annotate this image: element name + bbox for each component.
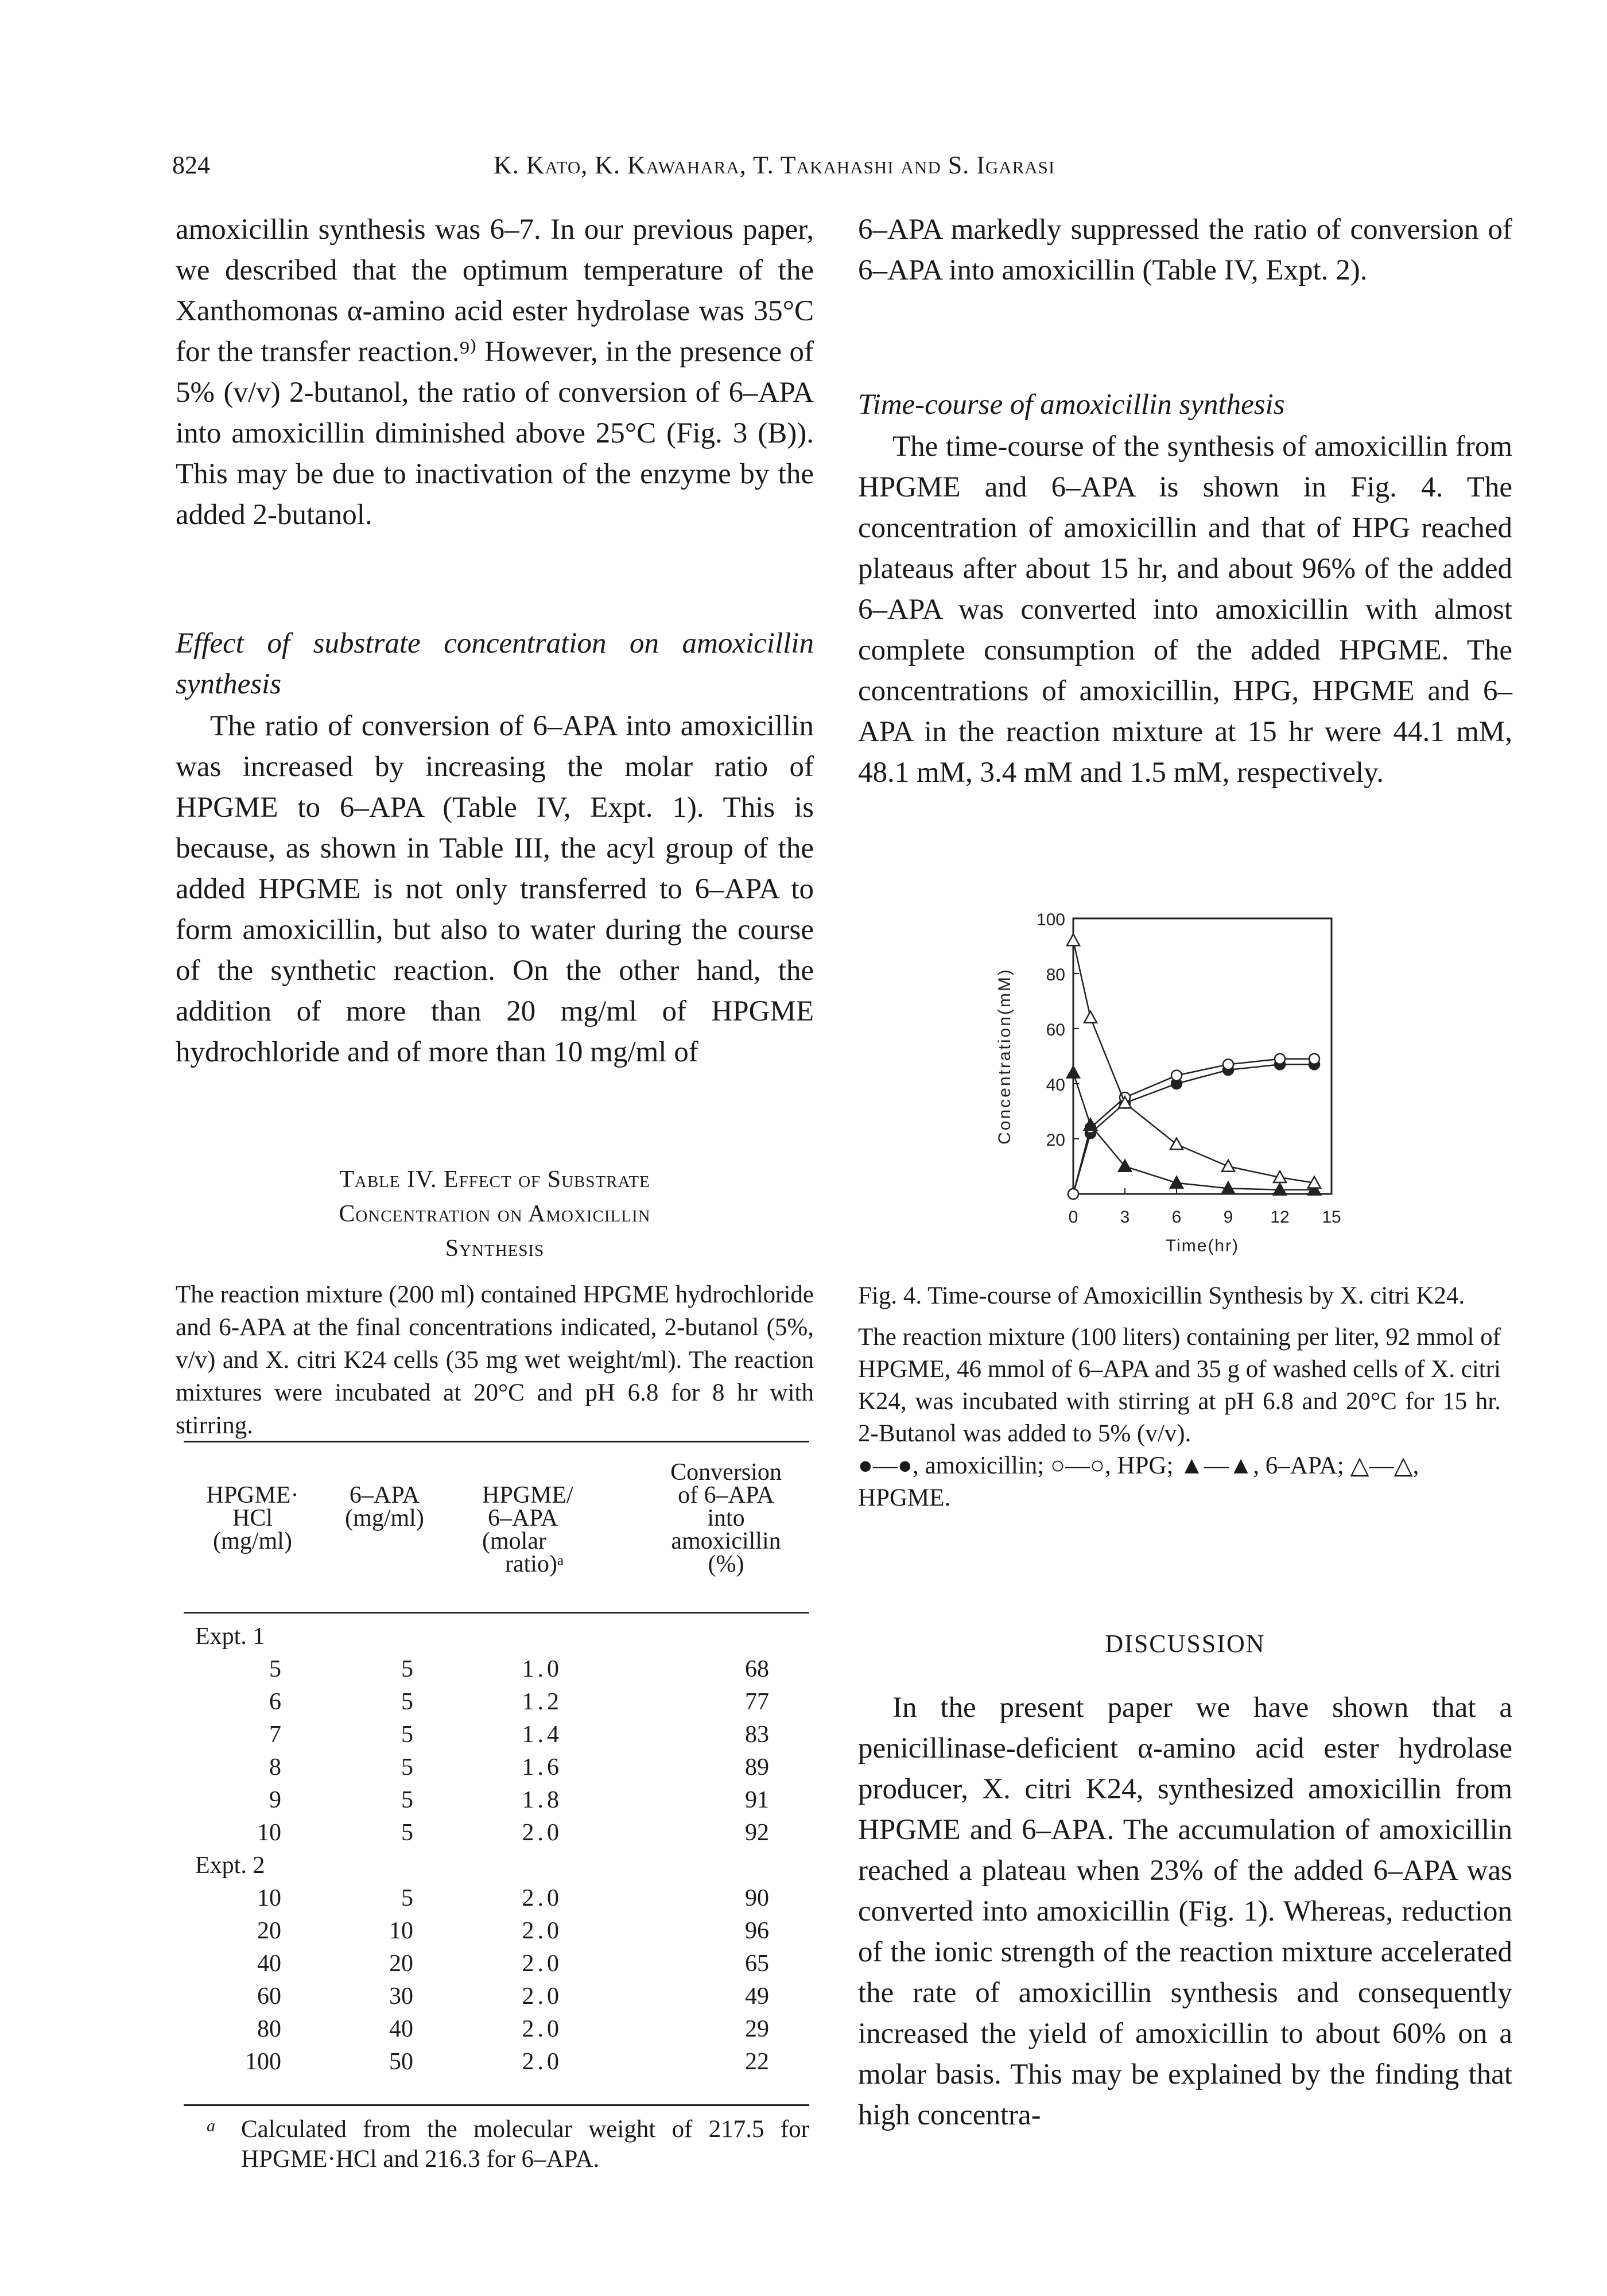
fig4-chart: [976, 907, 1389, 1274]
table-cell: 1.0: [522, 1655, 562, 1682]
paragraph: The ratio of conversion of 6–APA into amoxicillin was increased by increasing the molar ratio of HPGME to 6–APA (Table IV, Expt. 1). This is because, as shown in Table III, the acyl group of the added HPGME is not only transferred to 6–APA to form amoxicillin, but also to water during the course of the synthetic reaction. On the other hand, the addition of more than 20 mg/ml of HPGME hydrochloride and of more than 10 mg/ml of: [176, 710, 814, 1068]
table-cell: 83: [745, 1721, 769, 1748]
plot-frame: [1073, 918, 1332, 1194]
table-row: [184, 1882, 809, 1914]
col-header-ratio: HPGME/ 6–APA (molar ratio)ᵃ: [482, 1482, 573, 1577]
table-row: [184, 1980, 809, 2012]
table-cell: 5: [401, 1819, 413, 1846]
col-header-hpgme: HPGME· HCl (mg/ml): [206, 1482, 299, 1554]
footnote-text: Calculated from the molecular weight of 217.5 for HPGME·HCl and 216.3 for 6–APA.: [241, 2116, 809, 2173]
table-cell: 80: [257, 2015, 281, 2042]
table-cell: 50: [389, 2048, 413, 2075]
table-cell: 91: [745, 1786, 769, 1813]
x-tick-label: 0: [1068, 1208, 1078, 1227]
table-cell: 49: [745, 1983, 769, 2010]
series-line-6apa: [1073, 1073, 1314, 1190]
paragraph: amoxicillin synthesis was 6–7. In our previous paper, we described that the optimum temperature of the Xanthomonas α-amino acid ester hydrolase was 35°C for the transfer reaction.⁹⁾ However, in the presence of 5% (v/v) 2-butanol, the ratio of conversion of 6–APA into amoxicillin diminished above 25°C (Fig. 3 (B)). This may be due to inactivation of the enzyme by the added 2-butanol.: [176, 214, 814, 531]
data-point: [1170, 1138, 1183, 1150]
table-cell: 8: [269, 1754, 281, 1781]
right-column-discussion: [858, 1688, 1512, 2136]
table-row: [184, 1685, 809, 1718]
table-row: [184, 1914, 809, 1947]
x-tick-label: 3: [1120, 1208, 1130, 1227]
table-cell: 2.0: [522, 1884, 562, 1911]
group-label: Expt. 1: [195, 1623, 265, 1650]
x-tick-label: 6: [1171, 1208, 1182, 1227]
figure-caption: [858, 1280, 1501, 1514]
table-cell: 30: [389, 1983, 413, 2010]
x-tick-label: 12: [1270, 1208, 1290, 1227]
col-header-conversion: Conversion of 6–APA into amoxicillin (%): [670, 1459, 782, 1577]
table-cell: 9: [269, 1786, 281, 1813]
table-cell: 2.0: [522, 2015, 562, 2042]
table-cell: 6: [269, 1688, 281, 1715]
data-point: [1223, 1059, 1233, 1069]
data-point: [1068, 1189, 1078, 1199]
footnote-mark: a: [207, 2116, 215, 2135]
figure-legend: ●—●, amoxicillin; ○—○, HPG; ▲—▲, 6–APA; △—△, HPGME.: [858, 1452, 1419, 1511]
table-cell: 1.2: [522, 1688, 562, 1715]
table-cell: 22: [745, 2048, 769, 2075]
table-group-label-row: [184, 1849, 809, 1882]
data-point: [1309, 1054, 1319, 1064]
table-iv: [176, 1162, 814, 1442]
table-grid: [184, 1620, 809, 2078]
table-row: [184, 1783, 809, 1816]
table-cell: 2.0: [522, 1950, 562, 1977]
table-title-line: Table IV. Effect of Substrate: [339, 1166, 650, 1193]
col-header-6apa: 6–APA (mg/ml): [345, 1482, 424, 1531]
left-column-top: [176, 210, 814, 536]
table-cell: 10: [389, 1917, 413, 1944]
figure-caption-body: The reaction mixture (100 liters) containing per liter, 92 mmol of HPGME, 46 mmol of 6–APA and 35 g of washed cells of X. citri K24, was incubated with stirring at pH 6.8 and 20°C for 15 hr. 2-Butanol was added to 5% (v/v).: [858, 1324, 1501, 1447]
table-cell: 29: [745, 2015, 769, 2042]
data-point: [1084, 1011, 1097, 1023]
table-cell: 1.8: [522, 1786, 562, 1813]
table-row: [184, 1653, 809, 1685]
data-point: [1170, 1177, 1183, 1188]
y-tick-label: 80: [1046, 965, 1065, 984]
table-cell: 10: [257, 1819, 281, 1846]
table-cell: 68: [745, 1655, 769, 1682]
paragraph: The time-course of the synthesis of amoxicillin from HPGME and 6–APA is shown in Fig. 4. The concentration of amoxicillin and that of HPG reached plateaus after about 15 hr, and about 96% of the added 6–APA was converted into amoxicillin with almost complete consumption of the added HPGME. The concentrations of amoxicillin, HPG, HPGME and 6–APA in the reaction mixture at 15 hr were 44.1 mM, 48.1 mM, 3.4 mM and 1.5 mM, respectively.: [858, 430, 1512, 789]
y-axis-label: Concentration(mM): [995, 968, 1014, 1145]
section-heading: Effect of substrate concentration on amoxicillin synthesis: [176, 627, 814, 700]
table-row: [184, 1718, 809, 1751]
table-cell: 10: [257, 1884, 281, 1911]
data-point: [1222, 1160, 1235, 1172]
table-rule-mid: [184, 1612, 809, 1614]
table-cell: 96: [745, 1917, 769, 1944]
table-note: The reaction mixture (200 ml) contained HPGME hydrochloride and 6-APA at the final concentrations indicated, 2-butanol (5%, v/v) and X. citri K24 cells (35 mg wet weight/ml). The reaction mixtures were incubated at 20°C and pH 6.8 for 8 hr with stirring.: [176, 1281, 814, 1439]
table-cell: 20: [257, 1917, 281, 1944]
x-tick-label: 15: [1322, 1208, 1341, 1227]
right-column-top: [858, 210, 1512, 291]
table-row: [184, 1751, 809, 1783]
group-label: Expt. 2: [195, 1852, 265, 1879]
table-title-line: Synthesis: [445, 1235, 545, 1262]
x-axis-label: Time(hr): [1165, 1236, 1240, 1255]
table-cell: 5: [401, 1884, 413, 1911]
table-title-line: Concentration on Amoxicillin: [339, 1201, 651, 1227]
table-cell: 5: [401, 1786, 413, 1813]
y-tick-label: 100: [1036, 910, 1065, 929]
page-number: 824: [172, 151, 210, 179]
paragraph: 6–APA markedly suppressed the ratio of conversion of 6–APA into amoxicillin (Table IV, Expt. 2).: [858, 214, 1512, 286]
table-cell: 40: [257, 1950, 281, 1977]
table-row: [184, 1947, 809, 1980]
y-tick-label: 40: [1046, 1076, 1065, 1095]
table-row: [184, 2012, 809, 2045]
table-cell: 20: [389, 1950, 413, 1977]
table-cell: 5: [401, 1655, 413, 1682]
table-cell: 2.0: [522, 2048, 562, 2075]
running-header: K. Kato, K. Kawahara, T. Takahashi and S. Igarasi: [494, 151, 1055, 179]
table-footnote: [189, 2115, 809, 2174]
table-cell: 2.0: [522, 1917, 562, 1944]
figure-caption-title: Fig. 4. Time-course of Amoxicillin Synthesis by X. citri K24.: [858, 1282, 1465, 1309]
paragraph: In the present paper we have shown that a penicillinase-deficient α-amino acid ester hydrolase producer, X. citri K24, synthesized amoxicillin from HPGME and 6–APA. The accumulation of amoxicillin reached a plateau when 23% of the added 6–APA was converted into amoxicillin (Fig. 1). Whereas, reduction of the ionic strength of the reaction mixture accelerated the rate of amoxicillin synthesis and consequently increased the yield of amoxicillin to about 60% on a molar basis. This may be explained by the finding that high concentra-: [858, 1692, 1512, 2131]
section-heading: Time-course of amoxicillin synthesis: [858, 389, 1285, 421]
table-cell: 77: [745, 1688, 769, 1715]
y-tick-label: 20: [1046, 1131, 1065, 1150]
table-rule-top: [184, 1441, 809, 1442]
table-cell: 90: [745, 1884, 769, 1911]
table-row: [184, 1816, 809, 1849]
x-tick-label: 9: [1223, 1208, 1233, 1227]
table-cell: 65: [745, 1950, 769, 1977]
right-column-section: [858, 385, 1512, 793]
table-cell: 5: [269, 1655, 281, 1682]
table-row: [184, 2045, 809, 2078]
table-cell: 89: [745, 1754, 769, 1781]
discussion-heading: DISCUSSION: [1105, 1630, 1266, 1658]
table-cell: 1.4: [522, 1721, 562, 1748]
data-point: [1067, 1066, 1080, 1078]
table-cell: 100: [245, 2048, 281, 2075]
table-cell: 1.6: [522, 1754, 562, 1781]
data-point: [1171, 1071, 1182, 1081]
data-point: [1067, 934, 1080, 945]
table-cell: 7: [269, 1721, 281, 1748]
table-cell: 5: [401, 1688, 413, 1715]
y-tick-label: 60: [1046, 1021, 1065, 1040]
table-group-label-row: [184, 1620, 809, 1653]
table-cell: 92: [745, 1819, 769, 1846]
table-rule-bottom: [184, 2104, 809, 2106]
table-cell: 40: [389, 2015, 413, 2042]
table-body: [184, 1620, 809, 2078]
table-cell: 2.0: [522, 1819, 562, 1846]
table-cell: 5: [401, 1721, 413, 1748]
table-cell: 5: [401, 1754, 413, 1781]
table-cell: 60: [257, 1983, 281, 2010]
data-point: [1275, 1054, 1285, 1064]
left-column-section: [176, 623, 814, 1073]
table-cell: 2.0: [522, 1983, 562, 2010]
